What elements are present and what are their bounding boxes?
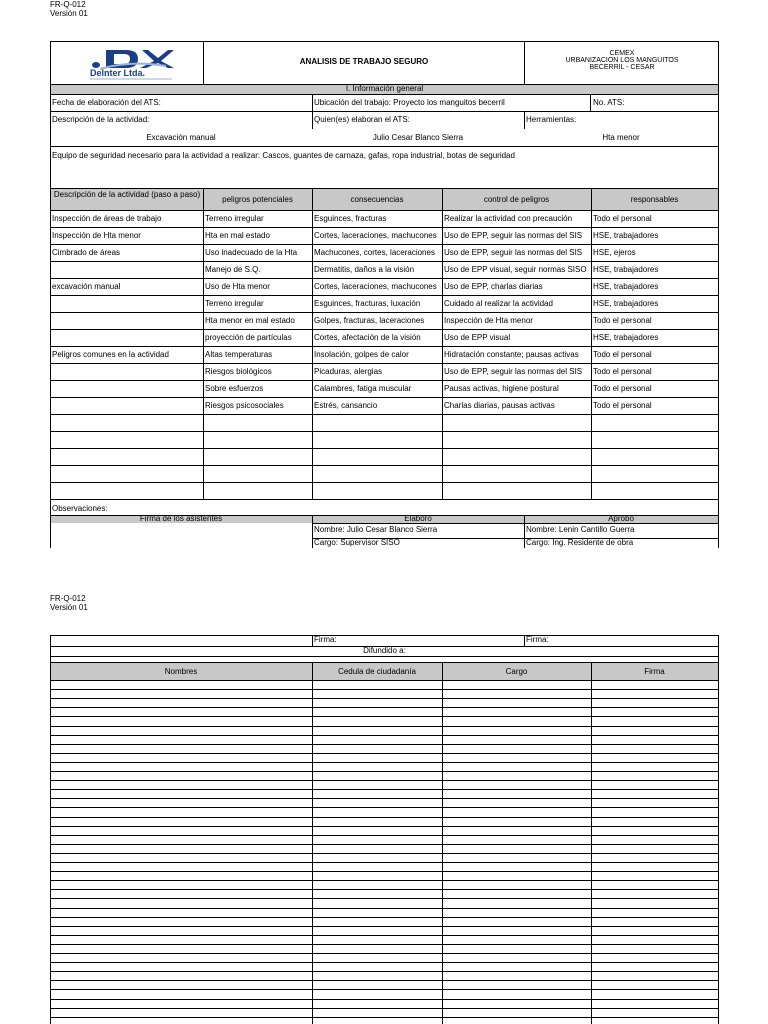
cell-control: Realizar la actividad con precaución [444,214,573,223]
attendance-row [50,1017,719,1018]
cell-descripcion: Inspección de Hta menor [52,231,141,240]
cell-consecuencia: Insolación, golpes de calor [314,350,409,359]
descripcion-value: Excavación manual [146,133,216,142]
cell-peligro: Manejo de S.Q. [205,265,261,274]
cell-responsable: Todo el personal [593,316,652,325]
cell-consecuencia: Esguinces, fracturas [314,214,387,223]
cell-responsable: Todo el personal [593,401,652,410]
attendance-row [50,735,719,736]
cell-consecuencia: Golpes, fracturas, laceraciones [314,316,425,325]
cell-responsable: HSE, trabajadores [593,231,659,240]
cell-control: Inspección de Hta menor [444,316,533,325]
cell-consecuencia: Cortes, laceraciones, machucones [314,282,437,291]
client-line-1: CEMEX [609,50,635,57]
th-nombres: Nombres [164,667,198,676]
attendance-row [50,789,719,790]
aprobo-nombre: Nombre: Lenin Cantillo Guerra [526,525,635,534]
cell-consecuencia: Estrés, cansancio [314,401,378,410]
cell-control: Cuidado al realizar la actividad [444,299,553,308]
attendance-row [50,953,719,954]
attendance-row [50,707,719,708]
firma-label-1: Firma: [314,635,337,644]
attendance-row [50,826,719,827]
attendance-row [50,908,719,909]
svg-text:Delnter Ltda.: Delnter Ltda. [90,68,146,78]
attendance-row [50,716,719,717]
th-cargo: Cargo [505,667,528,676]
attendance-row [50,807,719,808]
attendance-row [50,698,719,699]
attendance-row [50,771,719,772]
attendance-row [50,944,719,945]
cell-responsable: HSE, trabajadores [593,333,659,342]
cell-consecuencia: Dermatitis, daños a la visión [314,265,415,274]
attendance-row [50,935,719,936]
form-version-p2: Versión 01 [50,603,88,612]
cell-peligro: Sobre esfuerzos [205,384,264,393]
cell-peligro: Hta menor en mal estado [205,316,295,325]
cell-peligro: Terreno irregular [205,214,264,223]
cell-control: Uso de EPP, seguir las normas del SIS [444,231,583,240]
attendance-row [50,817,719,818]
cell-descripcion: Inspección de áreas de trabajo [52,214,162,223]
attendance-row [50,798,719,799]
th-control: control de peligros [483,195,550,204]
aprobo-cargo: Cargo: Ing. Residente de obra [526,538,634,547]
attendance-row [50,989,719,990]
th-responsables: responsables [630,195,679,204]
firma-label-2: Firma: [526,635,549,644]
no-ats-label: No. ATS: [593,98,625,107]
cell-control: Charlas diarias, pausas activas [444,401,555,410]
attendance-row [50,926,719,927]
fecha-label: Fecha de elaboración del ATS: [52,98,161,107]
attendance-row [50,999,719,1000]
attendance-row [50,971,719,972]
th-cedula: Cedula de ciudadanía [338,667,416,676]
attendance-row [50,862,719,863]
cell-control: Uso de EPP visual, seguir normas SISO [444,265,587,274]
form-version: Versión 01 [50,9,88,18]
cell-consecuencia: Machucones, cortes, laceraciones [314,248,435,257]
attendance-row [50,844,719,845]
cell-peligro: Uso de Hta menor [205,282,270,291]
th-consecuencias: consecuencias [350,195,404,204]
descripcion-label: Descripción de la actividad: [52,115,150,124]
cell-peligro: Hta en mal estado [205,231,270,240]
cell-responsable: HSE, trabajadores [593,265,659,274]
th-firma: Firma [644,667,665,676]
cell-peligro: Altas temperaturas [205,350,273,359]
cell-peligro: Uso inadecuado de la Hta [205,248,298,257]
cell-consecuencia: Cortes, afectación de la visión [314,333,421,342]
cell-descripcion: excavación manual [52,282,121,291]
cell-peligro: proyección de partículas [205,333,292,342]
cell-control: Uso de EPP, seguir las normas del SIS [444,248,583,257]
cell-descripcion: Peligros comunes en la actividad [52,350,169,359]
attendance-row [50,835,719,836]
cell-responsable: HSE, trabajadores [593,299,659,308]
cell-peligro: Riesgos psicosociales [205,401,284,410]
cell-control: Pausas activas, higiene postural [444,384,559,393]
cell-responsable: HSE, trabajadores [593,282,659,291]
cell-control: Uso de EPP, charlas diarias [444,282,543,291]
quien-label: Quien(es) elaboran el ATS: [314,115,410,124]
attendance-row [50,744,719,745]
attendance-row [50,726,719,727]
elaboro-cargo: Cargo: Supervisor SISO [314,538,400,547]
cell-responsable: HSE, ejeros [593,248,636,257]
client-line-2: URBANIZACIÓN LOS MANGUITOS [565,57,679,64]
th-peligros: peligros potenciales [222,195,293,204]
ubicacion-label: Ubicación del trabajo: Proyecto los manguitos becerril [314,98,505,107]
cell-peligro: Terreno irregular [205,299,264,308]
aprobo-label: Aprobó [608,514,634,523]
cell-control: Hidratación constante; pausas activas [444,350,579,359]
client-line-3: BECERRIL - CESAR [589,64,655,71]
firma-asistentes: Firma de los asistentes [139,514,223,523]
company-logo [86,44,176,82]
attendance-row [50,780,719,781]
cell-peligro: Riesgos biológicos [205,367,272,376]
cell-descripcion: Cimbrado de áreas [52,248,121,257]
equipo-label: Equipo de seguridad necesario para la actividad a realizar: Cascos, guantes de carnaza, gafas, ropa industrial, botas de seguridad [52,151,515,160]
herramientas-label: Herramientas: [526,115,577,124]
attendance-row [50,871,719,872]
cell-control: Uso de EPP visual [444,333,511,342]
th-descripcion: Descripción de la actividad (paso a paso) [53,190,201,199]
elaboro-label: Elaboró [404,514,432,523]
elaboro-nombre: Nombre: Julio Cesar Blanco Sierra [314,525,438,534]
quien-value: Julio Cesar Blanco Sierra [372,133,464,142]
cell-responsable: Todo el personal [593,214,652,223]
cell-consecuencia: Cortes, laceraciones, machucones [314,231,437,240]
form-code-p2: FR-Q-012 [50,594,86,603]
form-title: ANALISIS DE TRABAJO SEGURO [299,57,429,66]
attendance-row [50,889,719,890]
attendance-row [50,762,719,763]
attendance-row [50,753,719,754]
attendance-row [50,980,719,981]
cell-consecuencia: Calambres, fatiga muscular [314,384,412,393]
cell-responsable: Todo el personal [593,367,652,376]
attendance-row [50,880,719,881]
difundido-label: Difundido a: [363,646,406,655]
attendance-row [50,898,719,899]
attendance-row [50,1008,719,1009]
cell-control: Uso de EPP, seguir las normas del SIS [444,367,583,376]
form-code: FR-Q-012 [50,0,86,9]
observaciones-label: Observaciones: [52,504,108,513]
attendance-row [50,917,719,918]
attendance-row [50,689,719,690]
cell-consecuencia: Esguinces, fracturas, luxación [314,299,421,308]
section-general-info: I. Información general [345,84,424,93]
cell-responsable: Todo el personal [593,384,652,393]
attendance-row [50,853,719,854]
cell-responsable: Todo el personal [593,350,652,359]
cell-consecuencia: Picaduras, alergias [314,367,383,376]
attendance-row [50,962,719,963]
herramientas-value: Hta menor [602,133,640,142]
